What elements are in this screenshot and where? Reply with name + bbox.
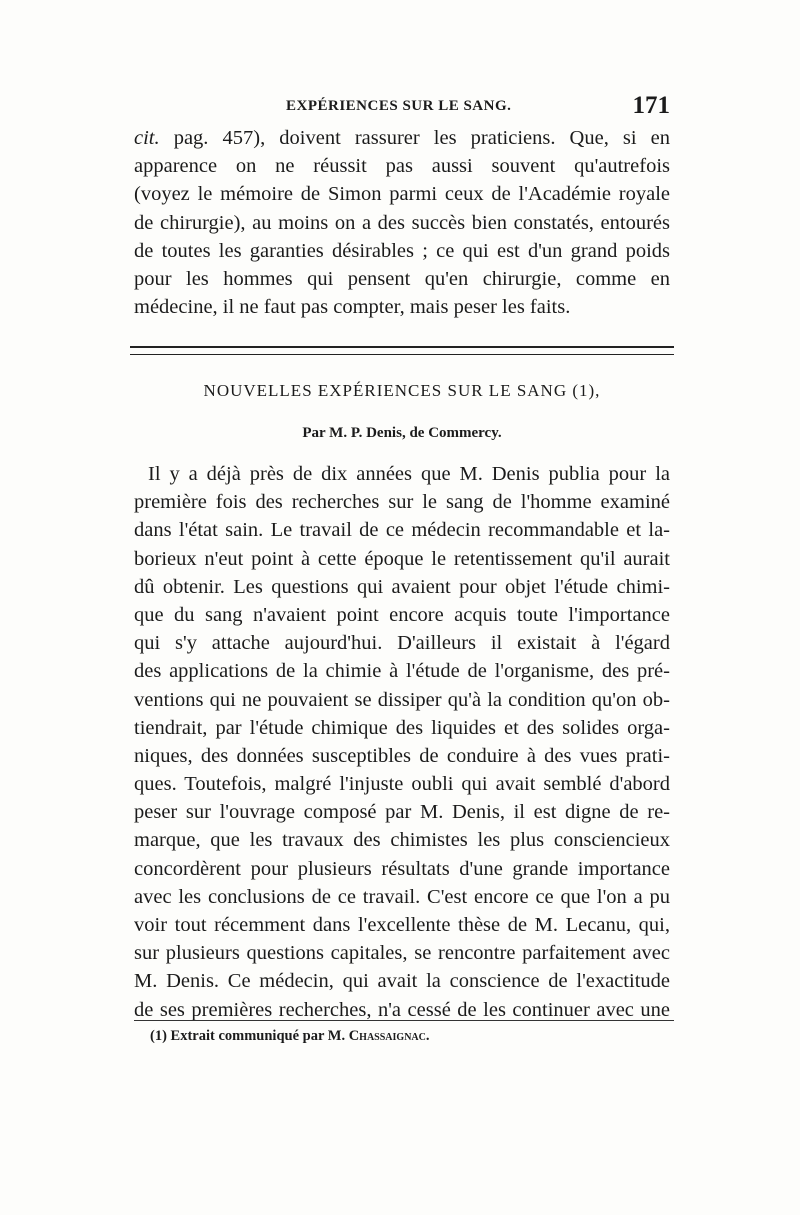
footnote-marker: (1) (150, 1028, 167, 1044)
text-line: première fois des recherches sur le sang de l'homme examiné (134, 491, 670, 514)
section-divider (130, 346, 674, 355)
text-line: niques, des données susceptibles de conduire à des vues prati- (134, 744, 670, 767)
paragraph-continuation (134, 124, 670, 321)
text-line: tiendrait, par l'étude chimique des liquides et des solides orga- (134, 716, 670, 739)
text-line: ques. Toutefois, malgré l'injuste oubli qui avait semblé d'abord (134, 773, 670, 796)
footnote-divider (134, 1020, 674, 1021)
text-line: voir tout récemment dans l'excellente thèse de M. Lecanu, qui, (134, 914, 670, 936)
article-title: NOUVELLES EXPÉRIENCES SUR LE SANG (1), (203, 381, 601, 400)
footnote (150, 1028, 429, 1045)
text-line: apparence on ne réussit pas aussi souvent qu'autrefois (134, 155, 670, 178)
text-line: marque, que les travaux des chimistes les plus consciencieux (134, 829, 670, 852)
citation-abbrev: cit. (134, 127, 160, 149)
text-line: qui s'y attache aujourd'hui. D'ailleurs il existait à l'égard (134, 632, 670, 655)
text-line: Il y a déjà près de dix années que M. Denis publia pour la (148, 463, 670, 485)
text-line: de ses premières recherches, n'a cessé de les continuer avec une (134, 998, 670, 1021)
article-byline: Par M. P. Denis, de Commercy. (302, 425, 502, 441)
text-line: avec les conclusions de ce travail. C'est encore ce que l'on a pu (134, 885, 670, 908)
text-line: ventions qui ne pouvaient se dissiper qu'à la condition qu'on ob- (134, 688, 670, 711)
running-title: EXPÉRIENCES SUR LE SANG. (286, 98, 512, 114)
text-line: sur plusieurs questions capitales, se rencontre parfaitement avec (134, 942, 670, 965)
text-line: pour les hommes qui pensent qu'en chirurgie, comme en (134, 267, 670, 290)
text-line: dans l'état sain. Le travail de ce médecin recommandable et la- (134, 519, 670, 542)
text-line: dû obtenir. Les questions qui avaient pour objet l'étude chimi- (134, 575, 670, 598)
text-line: concordèrent pour plusieurs résultats d'une grande importance (134, 857, 670, 880)
footnote-text: Extrait communiqué par M. (170, 1028, 346, 1044)
text-line: des applications de la chimie à l'étude de l'organisme, des pré- (134, 660, 670, 683)
running-head (134, 92, 670, 122)
article-body (134, 460, 670, 1024)
text-line: que du sang n'avaient point encore acquis toute l'importance (134, 603, 670, 626)
text-line: médecine, il ne faut pas compter, mais peser les faits. (134, 296, 571, 319)
text-line: M. Denis. Ce médecin, qui avait la conscience de l'exactitude (134, 970, 670, 993)
text-line: borieux n'eut point à cette époque le retentissement qu'il aurait (134, 547, 670, 570)
footnote-author: Chassaignac. (348, 1028, 430, 1044)
text-line-rest: pag. 457), doivent rassurer les praticiens. Que, si en (159, 127, 670, 149)
text-line: peser sur l'ouvrage composé par M. Denis, il est digne de re- (134, 801, 670, 824)
page-number: 171 (632, 92, 670, 119)
text-line: (voyez le mémoire de Simon parmi ceux de l'Académie royale (134, 183, 670, 206)
text-line (134, 124, 670, 152)
text-line: de chirurgie), au moins on a des succès bien constatés, entourés (134, 211, 670, 234)
text-line: de toutes les garanties désirables ; ce qui est d'un grand poids (134, 239, 670, 262)
